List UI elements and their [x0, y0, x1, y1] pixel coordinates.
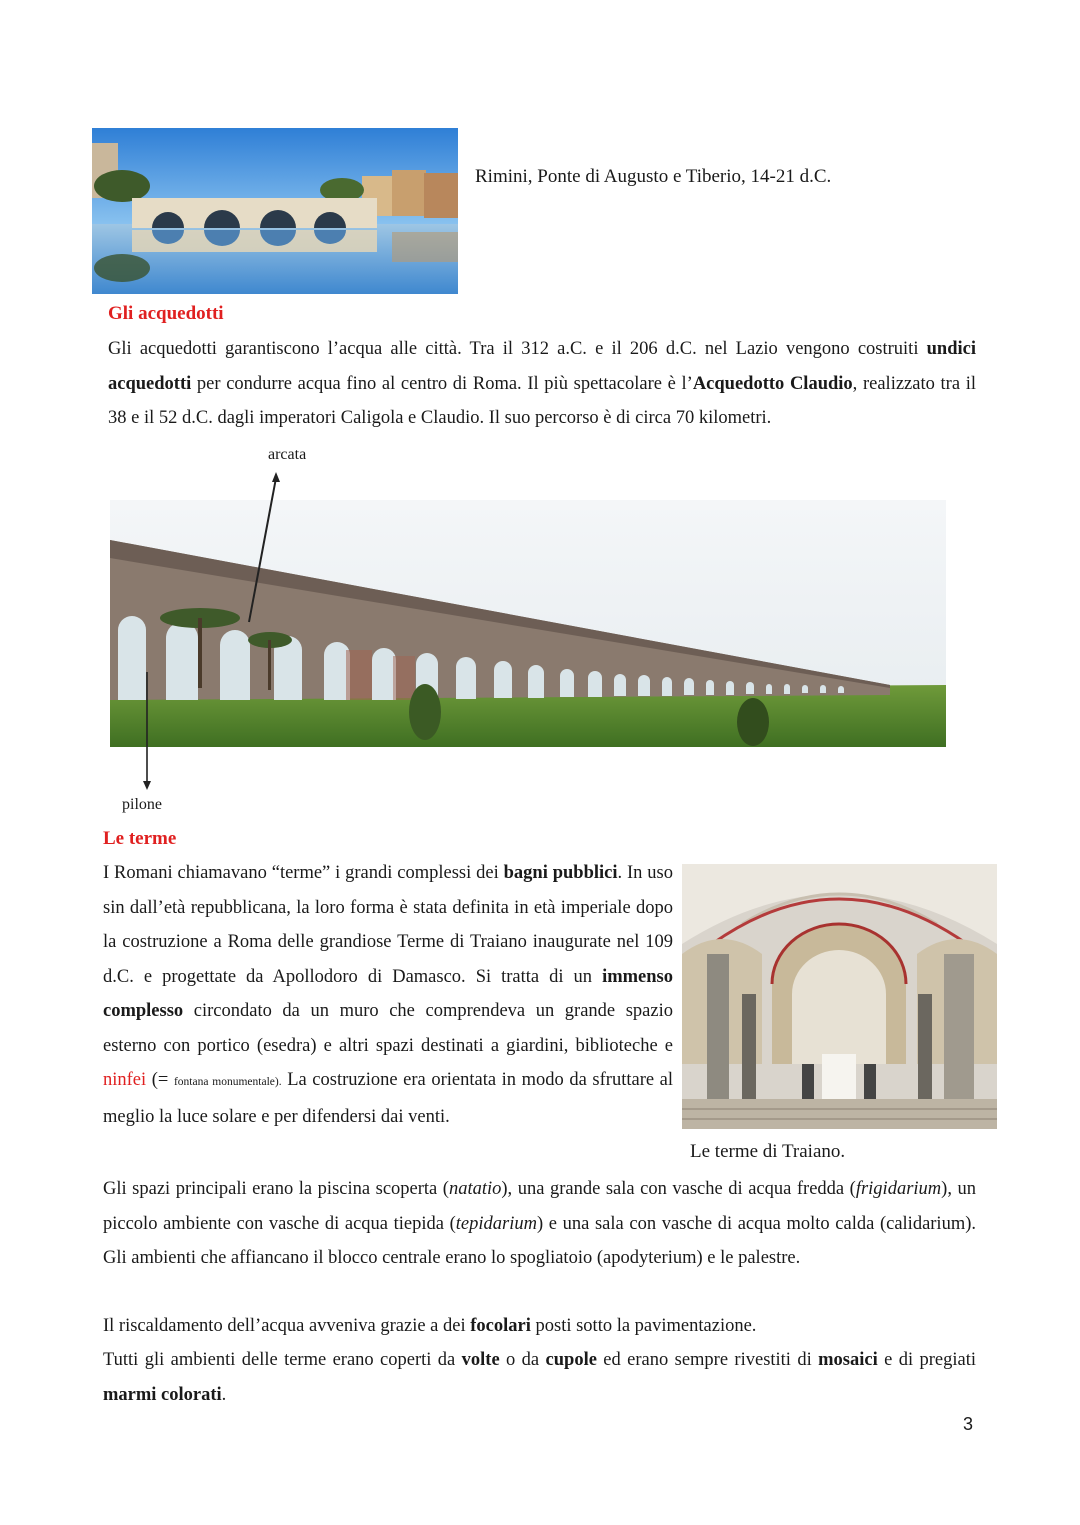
label-pilone: pilone: [122, 796, 162, 813]
terme-paragraph-2: [103, 1172, 976, 1276]
terme-red-ninfei: ninfei: [103, 1070, 147, 1090]
acquedotti-text-3: , realizzato tra il 38 e il 52 d.C. dagli imperatori Caligola e Claudio. Il suo percorso è di circa 70 kilometri.: [108, 373, 976, 428]
terme-paragraph-4: [103, 1343, 976, 1412]
terme-text-c1: Il riscaldamento dell’acqua avveniva grazie a dei: [103, 1316, 471, 1336]
page-number: 3: [963, 1414, 974, 1434]
terme-text-c2: posti sotto la pavimentazione.: [530, 1316, 757, 1336]
terme-text-d2: o da: [499, 1350, 546, 1370]
terme-bold-marmi: marmi colorati: [103, 1384, 222, 1405]
terme-text-d4: e di pregiati: [877, 1350, 976, 1370]
terme-text-a3: circondato da un muro che comprendeva un grande spazio esterno con portico (esedra) e altri spazi destinati a giardini, biblioteche e: [103, 1001, 673, 1056]
terme-text-b1: Gli spazi principali erano la piscina scoperta (: [103, 1179, 449, 1199]
terme-text-a5: La costruzione era orientata in modo da sfruttare al meglio la luce solare e per difendersi dai venti.: [103, 1070, 674, 1127]
terme-text-b4: ) e una sala con vasche di acqua molto calda (calidarium). Gli ambienti che affiancano il blocco centrale erano lo spogliatoio (apodyterium) e le palestre.: [103, 1213, 977, 1268]
terme-small-fontana: fontana monumentale).: [173, 1076, 282, 1088]
terme-italic-frigidarium: frigidarium: [855, 1179, 942, 1199]
terme-paragraph-3: [103, 1309, 976, 1344]
rimini-caption: Rimini, Ponte di Augusto e Tiberio, 14-21 d.C.: [475, 166, 832, 187]
terme-text-b2: ), una grande sala con vasche di acqua fredda (: [501, 1179, 856, 1199]
terme-bold-complesso: immenso complesso: [103, 966, 673, 1021]
terme-bold-mosaici: mosaici: [818, 1350, 878, 1370]
terme-image-caption: Le terme di Traiano.: [690, 1141, 846, 1162]
terme-italic-natatio: natatio: [448, 1179, 502, 1199]
terme-bold-cupole: cupole: [545, 1350, 597, 1370]
terme-paragraph-1: [103, 856, 673, 1134]
acquedotti-text-1: Gli acquedotti garantiscono l’acqua alle città. Tra il 312 a.C. e il 206 d.C. nel Lazio vengono costruiti: [108, 339, 927, 359]
terme-bold-bagni: bagni pubblici: [503, 863, 618, 883]
terme-traiano-image: [682, 864, 997, 1129]
terme-text-d1: Tutti gli ambienti delle terme erano coperti da: [103, 1350, 462, 1370]
terme-italic-tepidarium: tepidarium: [455, 1213, 537, 1234]
terme-text-a2: . In uso sin dall’età repubblicana, la loro forma è stata definita in età imperiale dopo la costruzione a Roma delle grandiose Terme di Traiano inaugurate nel 109 d.C. e progettate da Apollodoro di Damasco. Si tratta di un: [103, 863, 673, 987]
terme-text-d5: .: [221, 1384, 227, 1405]
terme-bold-volte: volte: [461, 1350, 500, 1370]
terme-text-b3: ), un piccolo ambiente con vasche di acqua tiepida (: [103, 1179, 976, 1234]
acquedotti-title: Gli acquedotti: [108, 303, 224, 324]
terme-bold-focolari: focolari: [470, 1316, 531, 1336]
terme-text-d3: ed erano sempre rivestiti di: [596, 1350, 819, 1370]
acquedotti-bold-undici: undici acquedotti: [108, 339, 976, 394]
terme-text-a1: I Romani chiamavano “terme” i grandi complessi dei: [103, 863, 504, 883]
acquedotti-bold-claudio: Acquedotto Claudio: [692, 373, 853, 394]
acquedotti-text-2: per condurre acqua fino al centro di Roma. Il più spettacolare è l’: [191, 373, 693, 394]
terme-text-a4: (=: [146, 1070, 174, 1090]
terme-title: Le terme: [103, 828, 177, 849]
label-arcata: arcata: [268, 446, 307, 463]
